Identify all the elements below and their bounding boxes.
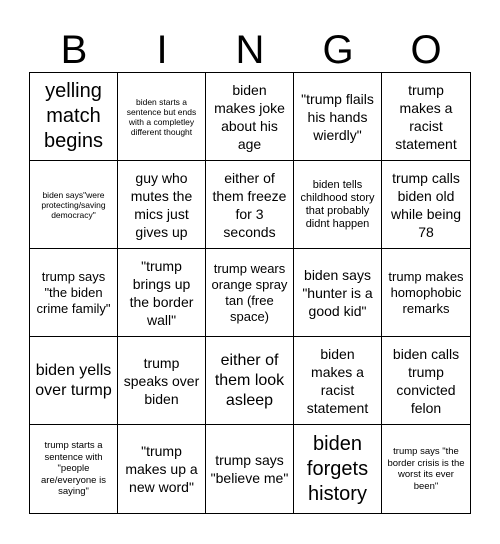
bingo-cell[interactable]: trump calls biden old while being 78 — [382, 161, 470, 249]
bingo-cell free-space[interactable]: trump wears orange spray tan (free space) — [206, 249, 294, 337]
bingo-cell[interactable]: biden says"were protecting/saving democracy" — [30, 161, 118, 249]
bingo-cell[interactable]: "trump flails his hands wierdly" — [294, 73, 382, 161]
bingo-cell[interactable]: trump speaks over biden — [118, 337, 206, 425]
bingo-cell[interactable]: biden starts a sentence but ends with a completley different thought — [118, 73, 206, 161]
bingo-cell[interactable]: trump starts a sentence with "people are/everyone is saying" — [30, 425, 118, 513]
header-letter-o: O — [410, 28, 442, 72]
bingo-cell[interactable]: biden makes a racist statement — [294, 337, 382, 425]
bingo-cell[interactable]: biden tells childhood story that probably didnt happen — [294, 161, 382, 249]
bingo-header — [30, 25, 470, 75]
bingo-cell[interactable]: trump says "believe me" — [206, 425, 294, 513]
bingo-cell[interactable]: trump makes homophobic remarks — [382, 249, 470, 337]
bingo-grid — [29, 72, 471, 514]
bingo-cell[interactable]: trump makes a racist statement — [382, 73, 470, 161]
bingo-cell[interactable]: biden calls trump convicted felon — [382, 337, 470, 425]
bingo-cell[interactable]: either of them look asleep — [206, 337, 294, 425]
bingo-cell[interactable]: guy who mutes the mics just gives up — [118, 161, 206, 249]
bingo-cell[interactable]: biden forgets history — [294, 425, 382, 513]
bingo-cell[interactable]: trump says "the biden crime family" — [30, 249, 118, 337]
bingo-cell[interactable]: biden says "hunter is a good kid" — [294, 249, 382, 337]
header-letter-i: I — [156, 28, 168, 72]
bingo-cell[interactable]: "trump makes up a new word" — [118, 425, 206, 513]
header-letter-b: B — [60, 28, 88, 72]
header-letter-g: G — [322, 28, 354, 72]
bingo-cell[interactable]: yelling match begins — [30, 73, 118, 161]
bingo-cell[interactable]: trump says "the border crisis is the worst its ever been" — [387, 446, 465, 492]
bingo-cell[interactable]: "trump brings up the border wall" — [118, 249, 206, 337]
bingo-cell[interactable]: biden yells over turmp — [30, 337, 118, 425]
bingo-cell[interactable]: biden makes joke about his age — [206, 73, 294, 161]
header-letter-n: N — [235, 28, 265, 72]
bingo-cell[interactable]: either of them freeze for 3 seconds — [206, 161, 294, 249]
